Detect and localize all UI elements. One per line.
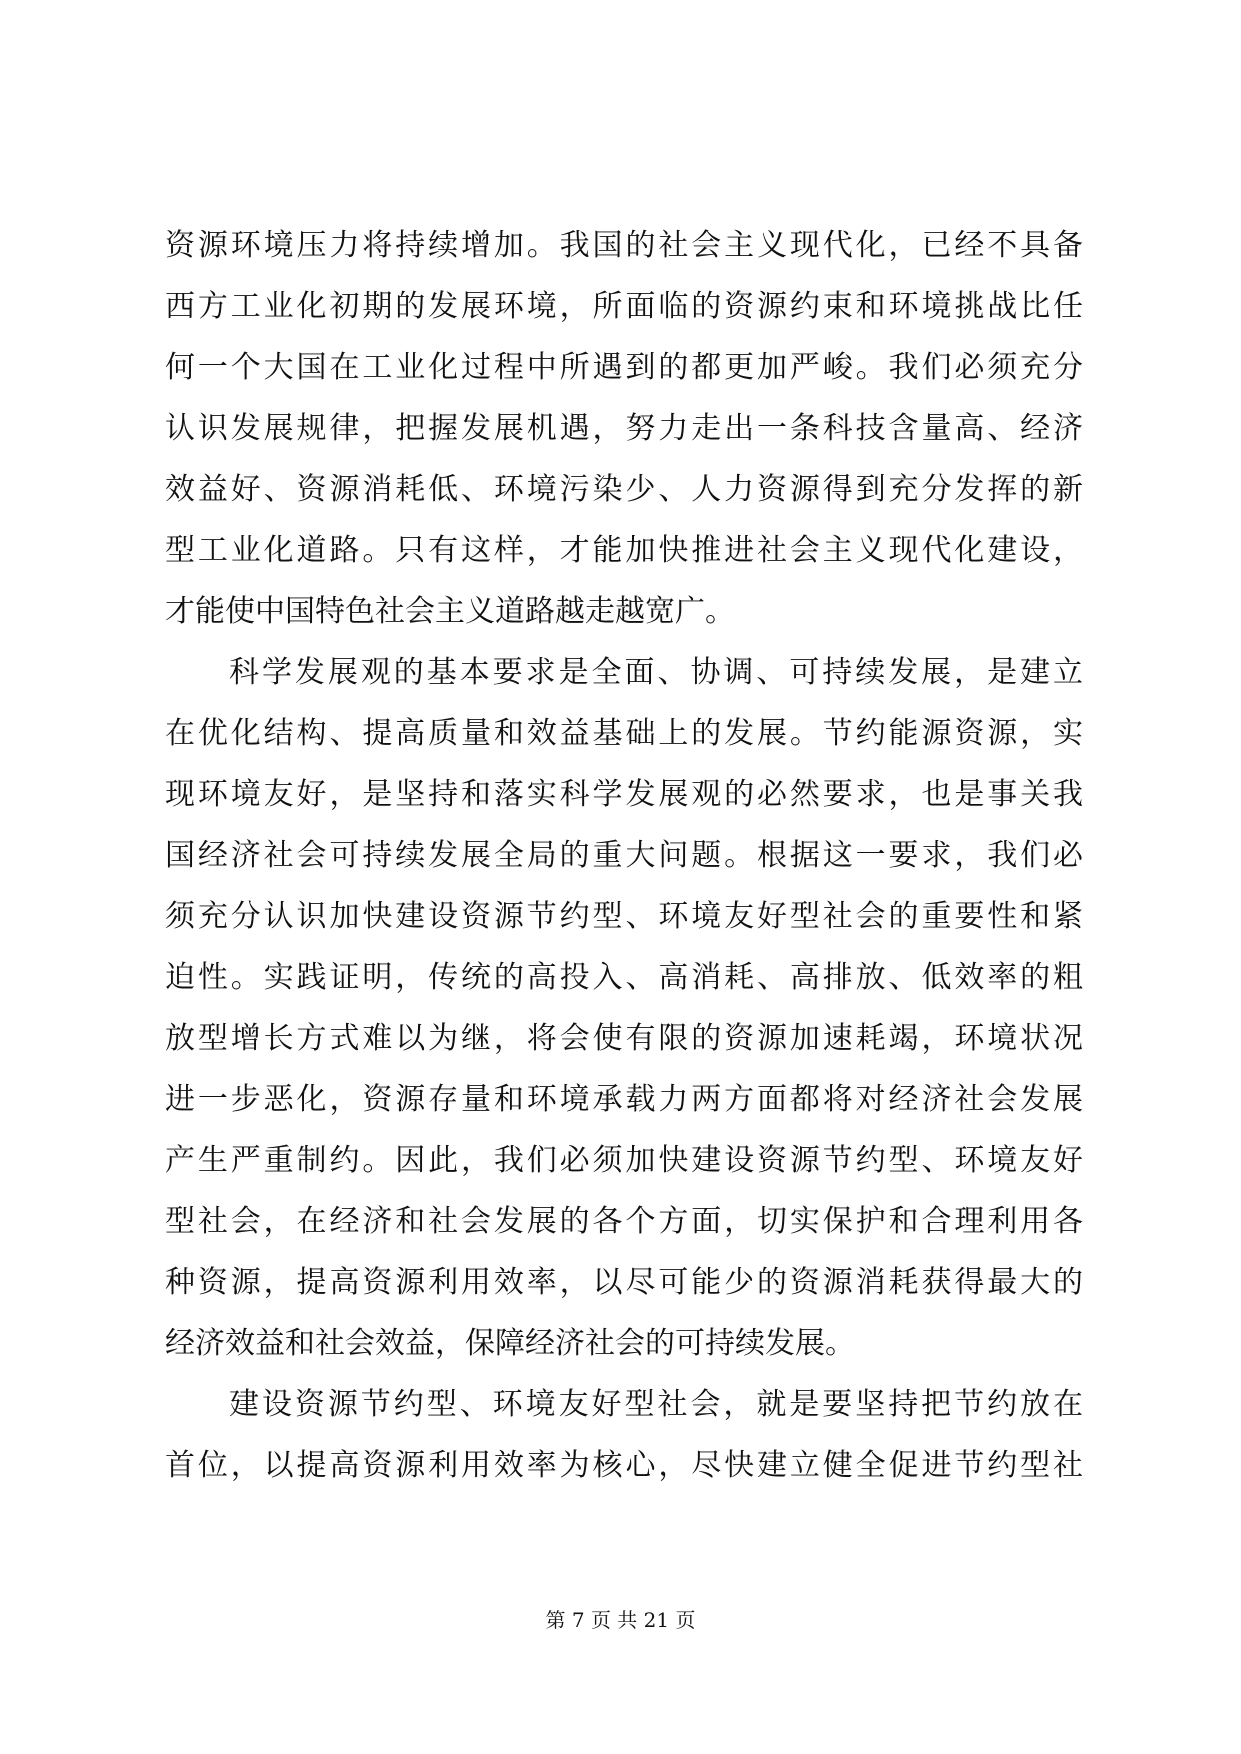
page-number-footer: 第 7 页 共 21 页 xyxy=(545,1608,696,1632)
text-line: 何一个大国在工业化过程中所遇到的都更加严峻。我们必须充分 xyxy=(165,350,1083,385)
text-line: 迫性。实践证明，传统的高投入、高消耗、高排放、低效率的粗 xyxy=(165,960,1083,995)
text-line: 效益好、资源消耗低、环境污染少、人力资源得到充分发挥的新 xyxy=(165,472,1083,507)
text-line: 建设资源节约型、环境友好型社会，就是要坚持把节约放在 xyxy=(229,1387,1083,1422)
text-line: 才能使中国特色社会主义道路越走越宽广。 xyxy=(165,594,735,629)
text-line: 型社会，在经济和社会发展的各个方面，切实保护和合理利用各 xyxy=(165,1204,1083,1239)
text-line: 国经济社会可持续发展全局的重大问题。根据这一要求，我们必 xyxy=(165,838,1083,873)
text-line: 产生严重制约。因此，我们必须加快建设资源节约型、环境友好 xyxy=(165,1143,1083,1178)
text-line: 西方工业化初期的发展环境，所面临的资源约束和环境挑战比任 xyxy=(165,289,1083,324)
text-line: 进一步恶化，资源存量和环境承载力两方面都将对经济社会发展 xyxy=(165,1082,1083,1117)
text-line: 型工业化道路。只有这样，才能加快推进社会主义现代化建设， xyxy=(165,533,1083,568)
text-line: 现环境友好，是坚持和落实科学发展观的必然要求，也是事关我 xyxy=(165,777,1083,812)
text-line: 须充分认识加快建设资源节约型、环境友好型社会的重要性和紧 xyxy=(165,899,1083,934)
text-line: 认识发展规律，把握发展机遇，努力走出一条科技含量高、经济 xyxy=(165,411,1083,446)
text-line: 经济效益和社会效益，保障经济社会的可持续发展。 xyxy=(165,1326,855,1361)
text-line: 资源环境压力将持续增加。我国的社会主义现代化，已经不具备 xyxy=(165,228,1083,263)
text-line: 首位，以提高资源利用效率为核心，尽快建立健全促进节约型社 xyxy=(165,1448,1083,1483)
text-line: 放型增长方式难以为继，将会使有限的资源加速耗竭，环境状况 xyxy=(165,1021,1083,1056)
text-line: 科学发展观的基本要求是全面、协调、可持续发展，是建立 xyxy=(229,655,1083,690)
text-line: 种资源，提高资源利用效率，以尽可能少的资源消耗获得最大的 xyxy=(165,1265,1083,1300)
text-line: 在优化结构、提高质量和效益基础上的发展。节约能源资源，实 xyxy=(165,716,1083,751)
